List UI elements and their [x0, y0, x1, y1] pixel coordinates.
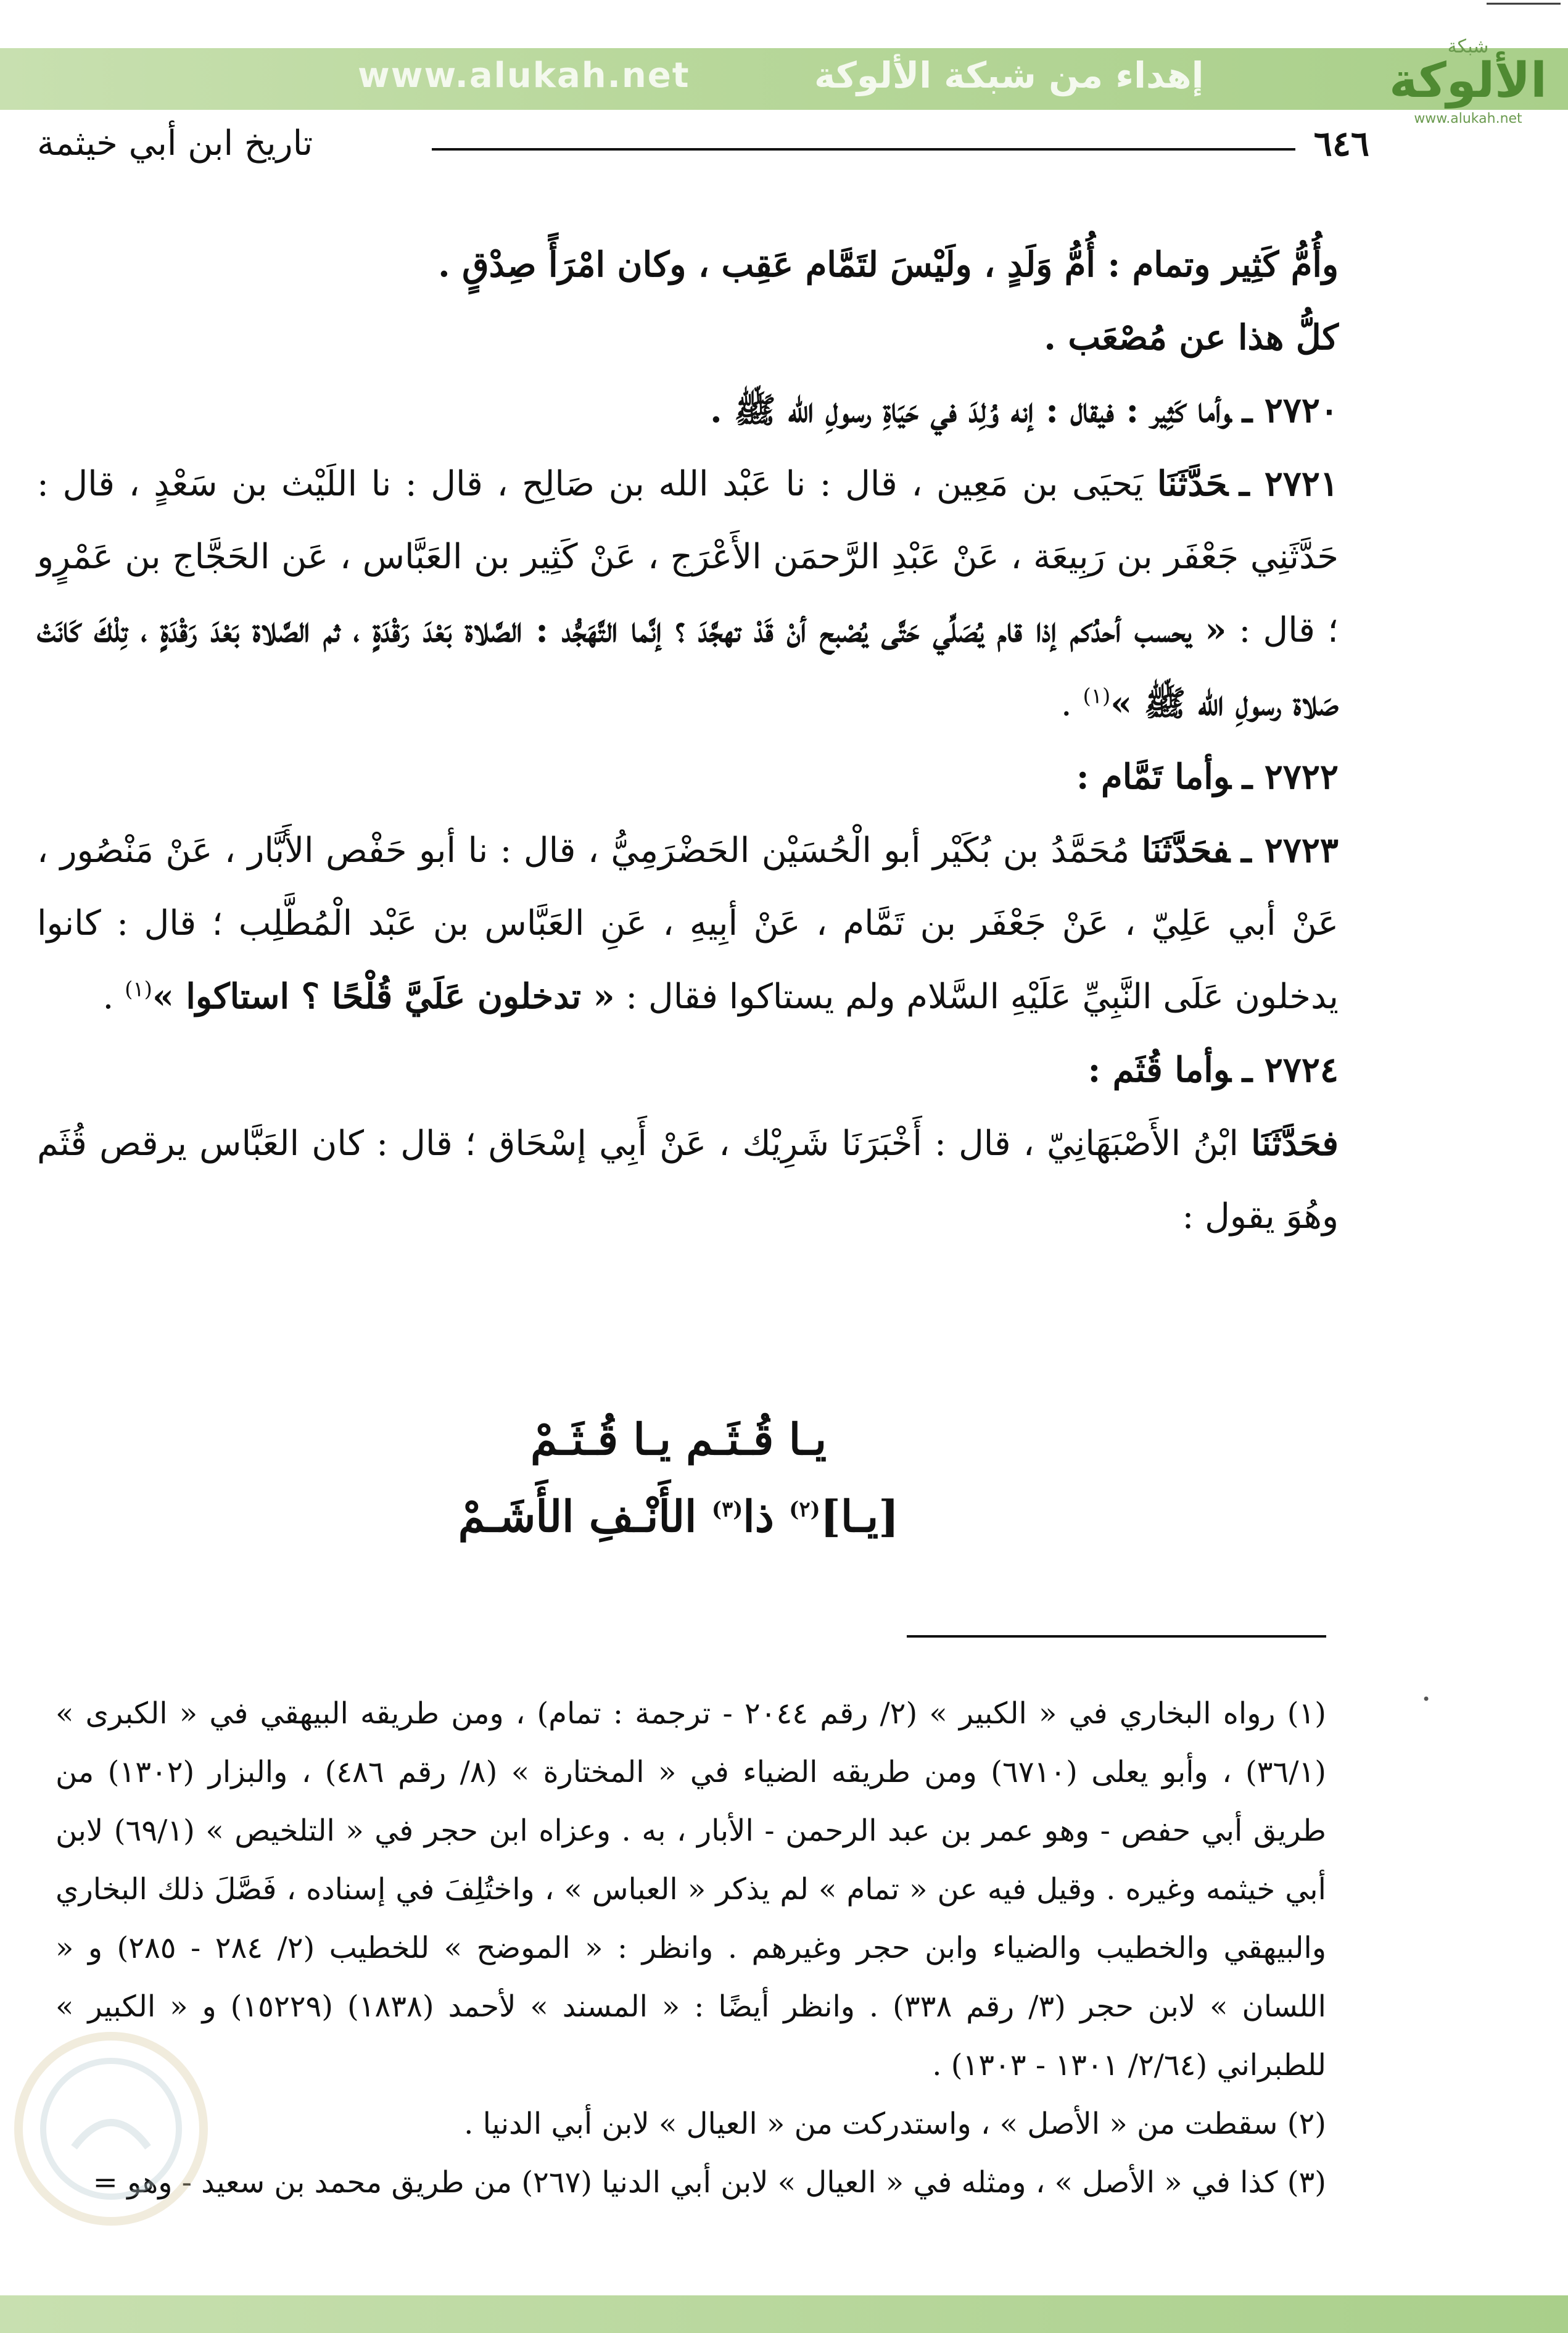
poem: [370, 1401, 987, 1555]
paragraph-end: .: [1060, 684, 1083, 724]
paragraph-lead: فحَدَّثَنَا: [1251, 1123, 1339, 1164]
paragraph-text: يَحيَى بن مَعِين ، قال : نا عَبْد الله بن صَالِح ، قال : نا اللَيْث بن سَعْدٍ ، قال : حَدَّثَنِي جَعْفَر بن رَبِيعَة ، عَنْ عَبْدِ الرَّحمَن الأَعْرَج ، عَنْ كَثِير بن العَبَّاس ، عَن الحَجَّاج بن عَمْرٍو ؛ قال :: [37, 464, 1339, 650]
main-text: [37, 228, 1339, 1253]
paragraph-2723: [37, 814, 1339, 1034]
paragraph-2724: [37, 1034, 1339, 1107]
footnote-ref[interactable]: (٢): [789, 1497, 820, 1522]
text-line: وأُمُّ كَثِير وتمام : أُمُّ وَلَدٍ ، ولَيْسَ لتَمَّام عَقِب ، وكان امْرَأً صِدْقٍ .: [438, 244, 1339, 285]
running-head: [37, 123, 1369, 179]
paragraph-number: ٢٧٢٠ ـ: [1242, 390, 1339, 431]
footnote-ref[interactable]: (١): [1083, 684, 1111, 709]
poem-word: ذا: [743, 1491, 790, 1542]
paragraph-text: مُحَمَّدُ بن بُكَيْر أبو الْحُسَيْن الحَضْرَمِيُّ ، قال : نا أبو حَفْص الأَبَّار ، عَنْ مَنْصُور ، عَنْ أبي عَلِيّ ، عَنْ جَعْفَر بن تَمَّام ، عَنْ أبِيهِ ، عَنِ العَبَّاس بن عَبْد الْمُطَّلِب ؛ قال : كانوا يدخلون عَلَى النَّبِيِّ عَلَيْهِ السَّلام ولم يستاكوا فقال :: [37, 831, 1339, 1017]
paragraph-number: ٢٧٢٤ ـ: [1242, 1050, 1339, 1090]
site-logo[interactable]: [1376, 36, 1561, 128]
paragraph-number: ٢٧٢٣ ـ: [1241, 830, 1339, 871]
paragraph-2720: [37, 374, 1339, 447]
logo-main-text: الألوكة: [1389, 53, 1547, 109]
paragraph-lead: فحَدَّثَنَا: [1141, 830, 1231, 871]
paragraph-2722: [37, 740, 1339, 814]
footnote-1: (١) رواه البخاري في « الكبير » (٢/ رقم ٢٠٤٤ - ترجمة : تمام) ، ومن طريقه البيهقي في « الكبرى » (٣٦/١) ، وأبو يعلى (٦٧١٠) ومن طريقه الضياء في « المختارة » (٨/ رقم ٤٨٦) ، والبزار (١٣٠٢) من طريق أبي حفص - وهو عمر بن عبد الرحمن - الأبار ، به . وعزاه ابن حجر في « التلخيص » (٦٩/١) لابن أبي خيثمه وغيره . وقيل فيه عن « تمام » لم يذكر « العباس » ، واختُلِفَ في إسناده ، فَصَّلَ ذلك البخاري والبيهقي والخطيب والضياء وابن حجر وغيرهم . وانظر : « الموضح » للخطيب (٢/ ٢٨٤ - ٢٨٥) و « اللسان » لابن حجر (٣/ رقم ٣٣٨) . وانظر أيضًا : « المسند » لأحمد (١٨٣٨) (١٥٢٢٩) و « الكبير » للطبراني (٢/٦٤/ ١٣٠١ - ١٣٠٣) .: [56, 1696, 1327, 2082]
top-edge-marks: [1462, 0, 1568, 12]
paragraph-text: وأما تَمَّام :: [1076, 756, 1231, 797]
bottom-banner: [0, 2295, 1568, 2333]
footnotes: [56, 1684, 1326, 2212]
banner-url[interactable]: www.alukah.net: [358, 56, 690, 96]
poem-word: الأَنْـفِ الأَشَـمْ: [458, 1491, 712, 1542]
paragraph-lead: حَدَّثَنَا: [1157, 463, 1228, 504]
book-title: تاريخ ابن أبي خيثمة: [37, 123, 313, 164]
footnote-2: (٢) سقطت من « الأصل » ، واستدركت من « العيال » لابن أبي الدنيا .: [464, 2107, 1326, 2141]
circular-watermark-icon: [6, 2024, 216, 2234]
poem-bracket: [يـا]: [820, 1491, 899, 1542]
footnote-ref[interactable]: (٣): [711, 1497, 743, 1522]
paragraph-text: ابْنُ الأَصْبَهَانِيّ ، قال : أَخْبَرَنَا شَرِيْك ، عَنْ أَبِي إسْحَاق ؛ قال : كان العَبَّاس يرقص قُثَم وهُوَ يقول :: [37, 1124, 1339, 1237]
paragraph-end: .: [102, 977, 125, 1017]
footnote-3: (٣) كذا في « الأصل » ، ومثله في « العيال » لابن أبي الدنيا (٢٦٧) من طريق محمد بن سعيد - وهو =: [93, 2165, 1326, 2200]
site-banner: [0, 48, 1568, 110]
paragraph-2724-body: [37, 1107, 1339, 1253]
hadith-quote: « يحسب أحدُكم إذا قام يُصَلِّي حَتَّى يُصْبح أنْ قَدْ تهجَّدَ ؟ إنَّما التَّهَجُّد : الصَّلاة بَعْدَ رَقْدَةٍ ، ثم الصَّلاة بَعْدَ رَقْدَةٍ ، تِلْكَ كَانَتْ صَلاة رسولِ الله ﷺ »: [37, 610, 1339, 724]
page-number: ٦٤٦: [1313, 123, 1369, 164]
poem-line: يـا قُـثَـم يـا قُـثَـمْ: [530, 1414, 827, 1465]
paragraph-2721: [37, 447, 1339, 740]
poem-line: [370, 1478, 987, 1555]
header-rule: [432, 148, 1295, 151]
footnote-separator: [907, 1635, 1326, 1638]
banner-gift-text: إهداء من شبكة الألوكة: [814, 54, 1204, 96]
paragraph-number: ٢٧٢١ ـ: [1239, 463, 1339, 504]
hadith-quote: « تدخلون عَلَيَّ قُلْحًا ؟ استاكوا »: [152, 976, 615, 1017]
text-line: كلُّ هذا عن مُصْعَب .: [1044, 317, 1339, 358]
paragraph-text: وأما قُثَم :: [1087, 1050, 1231, 1090]
logo-url-text: www.alukah.net: [1414, 111, 1522, 126]
margin-mark: •: [1422, 1691, 1431, 1708]
paragraph-text: وأما كَثِير : فيقال : إنه وُلِدَ في حَيَاةِ رسولِ الله ﷺ .: [710, 390, 1231, 431]
logo-top-text: شبكة: [1447, 36, 1489, 57]
paragraph-number: ٢٧٢٢ ـ: [1242, 756, 1339, 797]
footnote-ref[interactable]: (١): [125, 977, 152, 1002]
